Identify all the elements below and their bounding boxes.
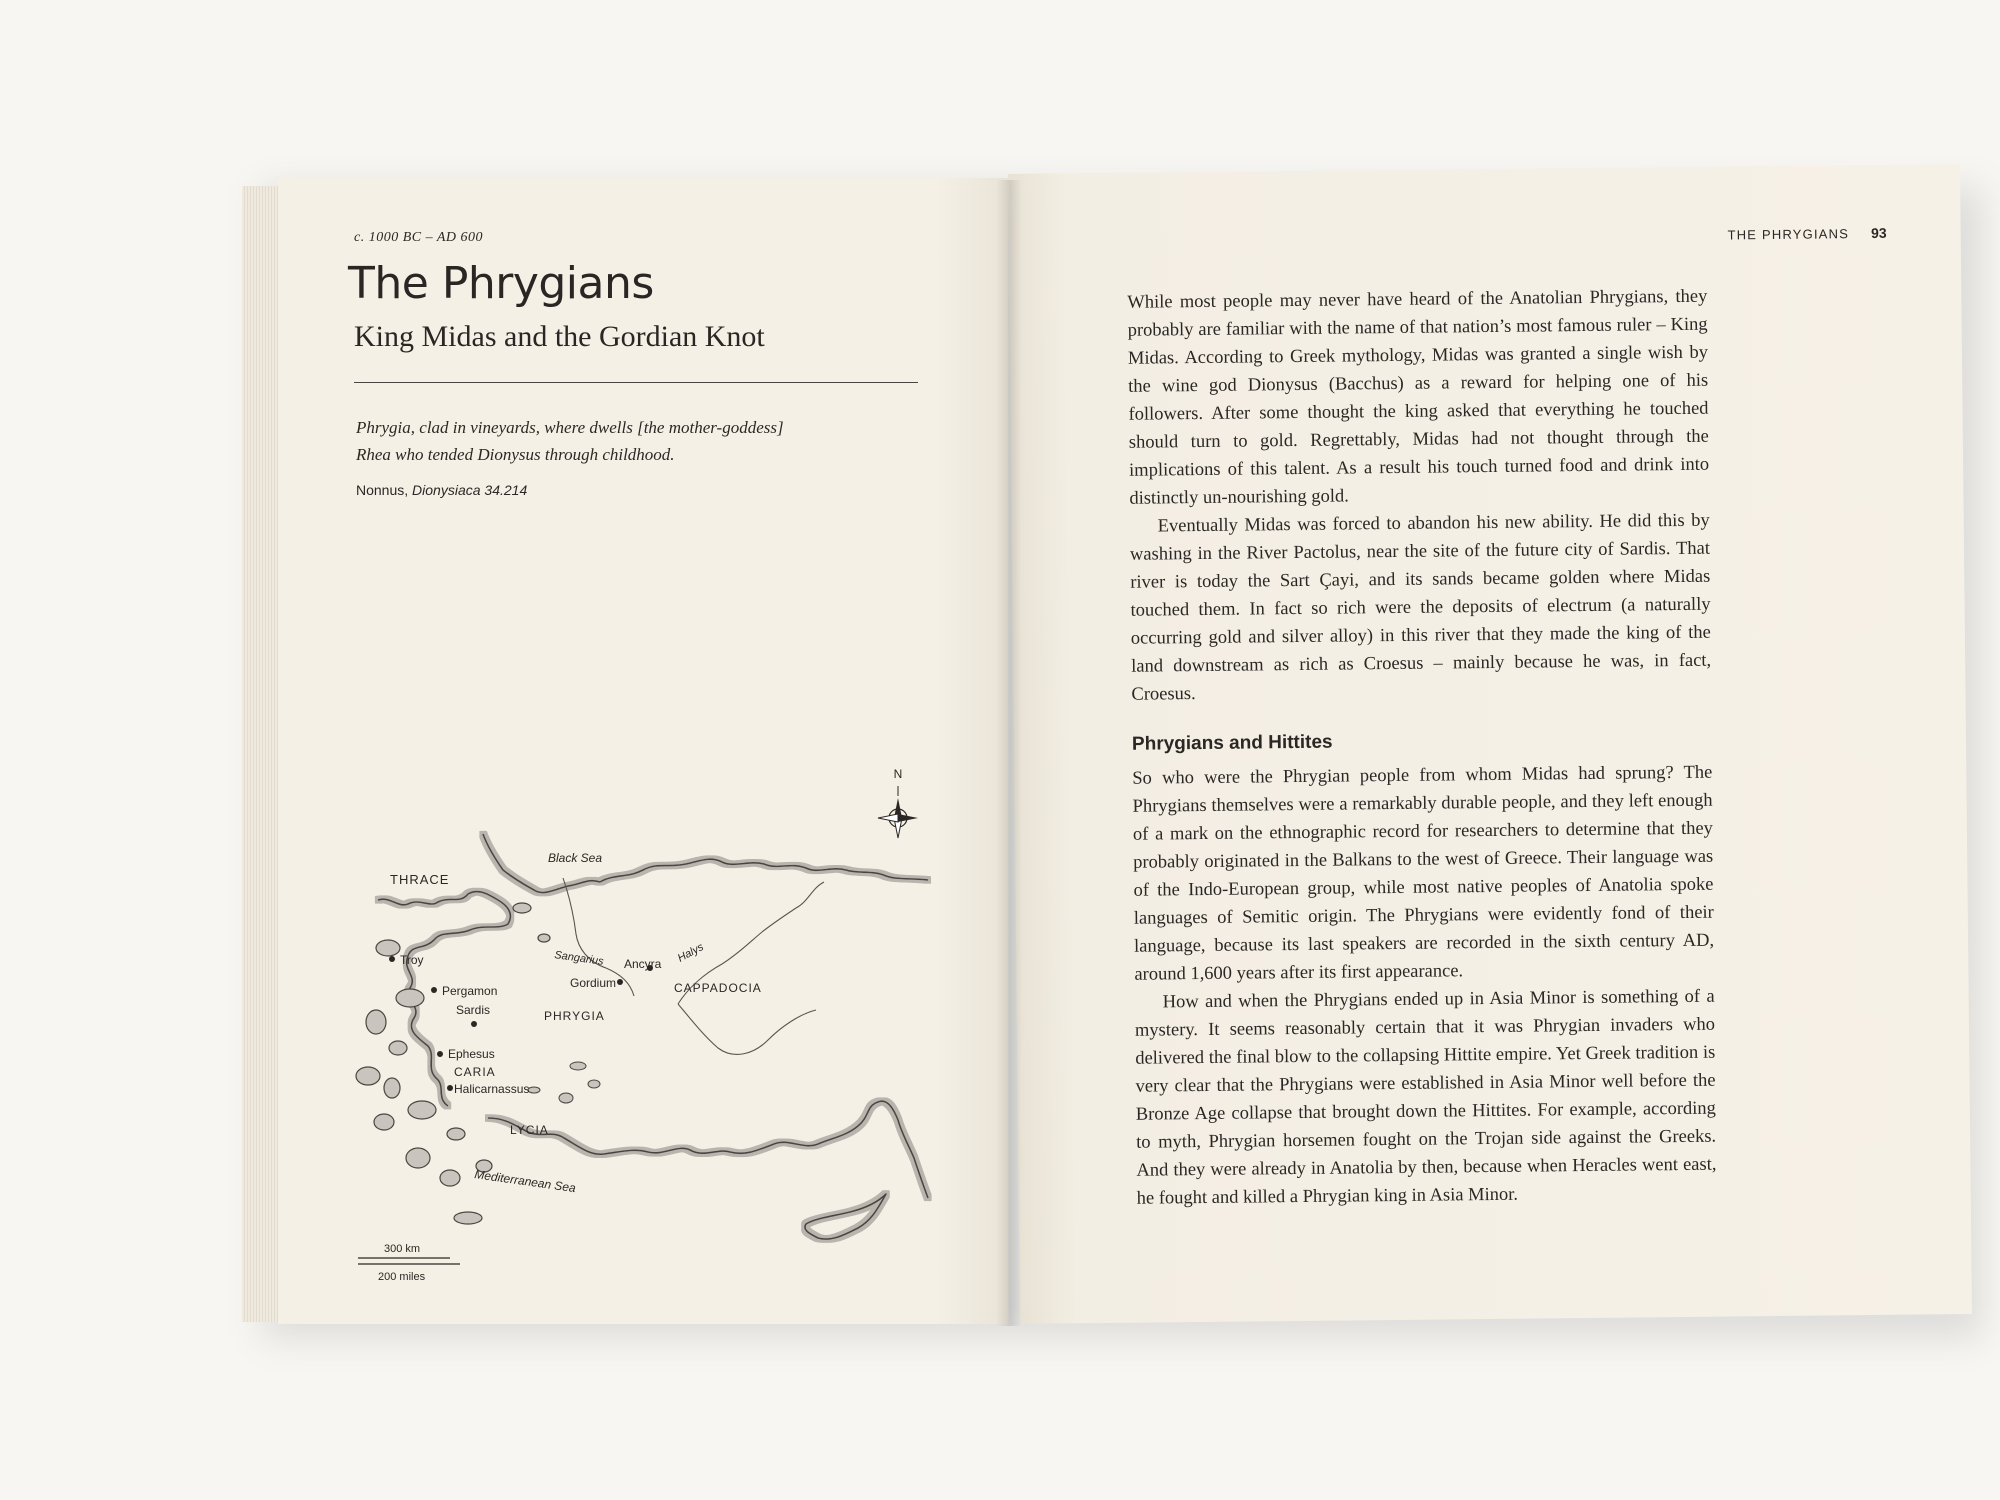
city-dot-troy xyxy=(389,956,395,962)
body-paragraph: While most people may never have heard of the Anatolian Phrygians, they probably are familiar with the name of that nation’s most famous ruler – King Midas. According to Greek mythology, Midas was granted a single wish by the wine god Dionysus (Bacchus) as a reward for helping one of his followers. After some thought the king asked that everything he touched should turn to gold. Regrettably, Midas had not thought through the implications of this talent. As a result his touch turned food and drink into distinctly un-nourishing gold. xyxy=(1127,286,1710,509)
chapter-title: The Phrygians xyxy=(348,258,654,309)
body-paragraph: How and when the Phrygians ended up in Asia Minor is something of a mystery. It seems reasonably certain that it was Phrygian invaders who delivered the final blow to the collapsing Hittite empire. Yet Greek tradition is very clear that the Phrygians were established in Asia Minor well before the Bronze Age collapse that brought down the Hittites. For example, according to myth, Phrygian horsemen fought on the Trojan side against the Greeks. And they were already in Anatolia by then, because when Heracles went east, he fought and killed a Phrygian king in Asia Minor. xyxy=(1134,986,1717,1209)
compass-north-label: N xyxy=(893,767,903,781)
map-label-thrace: THRACE xyxy=(390,872,450,887)
map-label-sardis: Sardis xyxy=(456,1003,491,1017)
map-label-mediterranean: Mediterranean Sea xyxy=(473,1167,577,1196)
inland-lakes xyxy=(528,1062,600,1103)
body-paragraph: Eventually Midas was forced to abandon his new ability. He did this by washing in the River Pactolus, near the site of the future city of Sardis. That river is today the Sart Çayi, and its sands became golden where Midas touched them. In fact so rich were the deposits of electrum (a naturally occurring gold and silver alloy) in this river that they made the king of the land downstream as rich as Croesus – mainly because he was, in fact, Croesus. xyxy=(1129,510,1712,705)
section-heading: Phrygians and Hittites xyxy=(1131,731,1333,755)
scale-miles-label: 200 miles xyxy=(378,1271,426,1283)
anatolia-map xyxy=(338,578,938,1283)
map-label-halys: Halys xyxy=(675,941,706,965)
city-dot-sardis xyxy=(471,1021,477,1027)
cyprus-island xyxy=(805,1194,886,1239)
map-label-cappadocia: CAPPADOCIA xyxy=(674,981,762,995)
page-number: 93 xyxy=(1871,224,1887,241)
page-stack-edge xyxy=(242,186,282,1322)
chapter-date-header: c. 1000 BC – AD 600 xyxy=(354,230,484,245)
map-label-black-sea: Black Sea xyxy=(548,851,603,865)
city-dot-gordium xyxy=(617,979,623,985)
map-label-phrygia: PHRYGIA xyxy=(544,1009,605,1023)
map-label-halicarnassus: Halicarnassus xyxy=(454,1082,530,1096)
epigraph-line: Phrygia, clad in vineyards, where dwells [the mother-goddess] xyxy=(356,418,784,437)
body-text xyxy=(1127,283,1717,1213)
map-label-gordium: Gordium xyxy=(570,976,617,990)
running-head xyxy=(1727,225,1886,243)
epigraph-line: Rhea who tended Dionysus through childhood. xyxy=(356,445,675,464)
map-label-caria: CARIA xyxy=(454,1065,496,1079)
title-rule xyxy=(354,382,918,383)
map-scale-bar xyxy=(358,1243,460,1283)
epigraph-author: Nonnus, xyxy=(356,482,413,498)
map-label-troy: Troy xyxy=(400,953,424,967)
epigraph xyxy=(356,414,876,468)
epigraph-work: Dionysiaca 34.214 xyxy=(412,482,528,498)
compass-icon xyxy=(878,767,918,838)
scale-km-label: 300 km xyxy=(384,1243,421,1255)
map-label-ancyra: Ancyra xyxy=(624,957,662,971)
book-gutter xyxy=(996,180,1022,1326)
running-head-title: THE PHRYGIANS xyxy=(1727,226,1850,243)
map-label-sangarius: Sangarius xyxy=(553,949,605,968)
map-label-pergamon: Pergamon xyxy=(442,984,498,998)
city-dot-ephesus xyxy=(437,1051,443,1057)
map-label-ephesus: Ephesus xyxy=(448,1047,495,1061)
map-label-lycia: LYCIA xyxy=(510,1123,549,1137)
city-dot-pergamon xyxy=(431,987,437,993)
body-paragraph: So who were the Phrygian people from whom Midas had sprung? The Phrygians themselves were a remarkably durable people, and they left enough of a mark on the ethnographic record for researchers to determine that they probably originated in the Balkans to the west of Greece. Their language was of the Indo-European group, while most native peoples of Anatolia spoke languages of Semitic origin. The Phrygians were evidently fond of their language, because its last speakers are recorded in the sixth century AD, around 1,600 years after its first appearance. xyxy=(1132,762,1715,985)
chapter-subtitle: King Midas and the Gordian Knot xyxy=(354,320,765,353)
coastline-black-sea-south xyxy=(600,859,928,882)
city-dot-halicarnassus xyxy=(447,1085,453,1091)
right-page xyxy=(1008,164,1972,1324)
river-east xyxy=(678,1004,816,1054)
left-page xyxy=(278,178,1008,1324)
epigraph-citation xyxy=(356,482,527,498)
